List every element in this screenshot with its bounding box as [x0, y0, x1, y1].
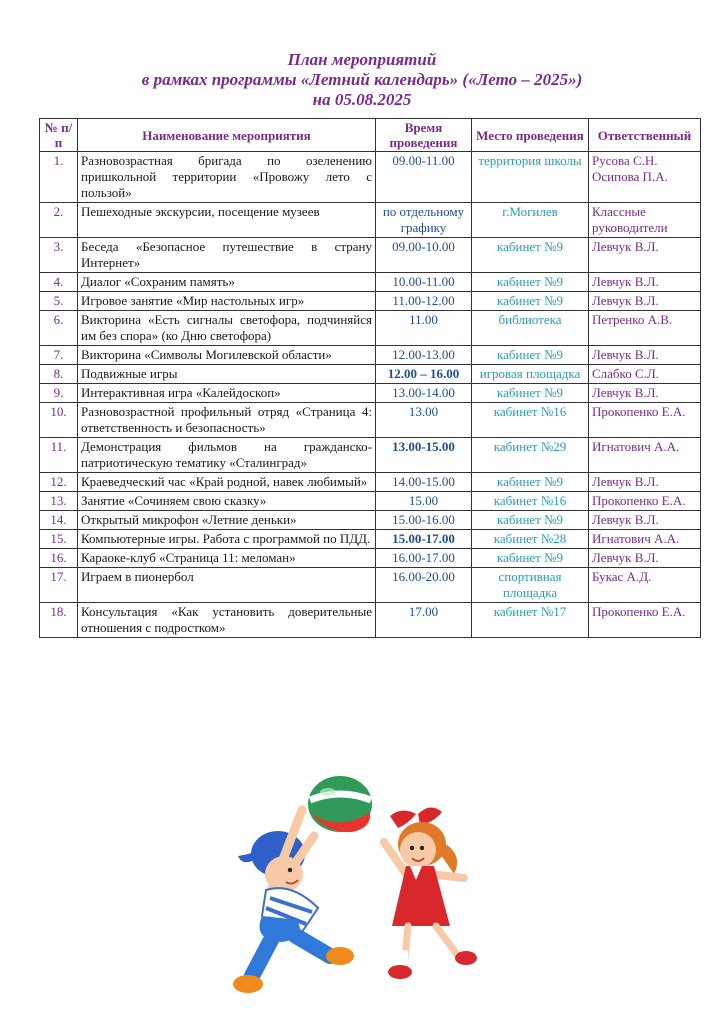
- table-row: [40, 568, 701, 603]
- table-row: [40, 530, 701, 549]
- row-resp: Левчук В.Л.: [589, 292, 701, 311]
- row-time: 11.00-12.00: [376, 292, 472, 311]
- row-time: 15.00: [376, 492, 472, 511]
- table-row: [40, 549, 701, 568]
- row-name: Демонстрация фильмов на гражданско-патриотическую тематику «Сталинград»: [78, 438, 376, 473]
- row-num: 3.: [40, 238, 78, 273]
- row-place: кабинет №9: [472, 384, 589, 403]
- header-num: № п/п: [40, 119, 78, 152]
- header-name: Наименование мероприятия: [78, 119, 376, 152]
- row-resp: Левчук В.Л.: [589, 346, 701, 365]
- row-time: 09.00-10.00: [376, 238, 472, 273]
- row-resp: Левчук В.Л.: [589, 549, 701, 568]
- row-resp: Букас А.Д.: [589, 568, 701, 603]
- row-num: 6.: [40, 311, 78, 346]
- row-place: кабинет №9: [472, 292, 589, 311]
- row-num: 12.: [40, 473, 78, 492]
- table-row: [40, 384, 701, 403]
- row-place: кабинет №29: [472, 438, 589, 473]
- header-place: Место проведения: [472, 119, 589, 152]
- row-time: 14.00-15.00: [376, 473, 472, 492]
- row-name: Интерактивная игра «Калейдоскоп»: [78, 384, 376, 403]
- row-place: территория школы: [472, 152, 589, 203]
- row-time: 12.00 – 16.00: [376, 365, 472, 384]
- children-playing-ball-icon: [232, 770, 492, 1010]
- row-place: кабинет №28: [472, 530, 589, 549]
- row-num: 7.: [40, 346, 78, 365]
- row-num: 1.: [40, 152, 78, 203]
- row-time: 10.00-11.00: [376, 273, 472, 292]
- table-row: [40, 473, 701, 492]
- row-time: 13.00-15.00: [376, 438, 472, 473]
- row-place: кабинет №16: [472, 403, 589, 438]
- row-name: Беседа «Безопасное путешествие в страну Интернет»: [78, 238, 376, 273]
- table-row: [40, 492, 701, 511]
- row-place: кабинет №9: [472, 238, 589, 273]
- row-name: Викторина «Символы Могилевской области»: [78, 346, 376, 365]
- document-title: [0, 50, 724, 110]
- events-table: [39, 118, 701, 638]
- row-num: 17.: [40, 568, 78, 603]
- row-num: 14.: [40, 511, 78, 530]
- row-num: 11.: [40, 438, 78, 473]
- row-place: игровая площадка: [472, 365, 589, 384]
- header-time: Время проведения: [376, 119, 472, 152]
- row-resp: Игнатович А.А.: [589, 438, 701, 473]
- row-num: 5.: [40, 292, 78, 311]
- row-num: 15.: [40, 530, 78, 549]
- row-resp: Левчук В.Л.: [589, 238, 701, 273]
- row-name: Пешеходные экскурсии, посещение музеев: [78, 203, 376, 238]
- table-row: [40, 273, 701, 292]
- row-name: Открытый микрофон «Летние деньки»: [78, 511, 376, 530]
- table-header-row: [40, 119, 701, 152]
- row-name: Разновозрастная бригада по озеленению пришкольной территории «Провожу лето с пользой»: [78, 152, 376, 203]
- row-name: Разновозрастной профильный отряд «Страница 4: ответственность и безопасность»: [78, 403, 376, 438]
- row-resp: Прокопенко Е.А.: [589, 603, 701, 638]
- table-row: [40, 403, 701, 438]
- row-time: по отдельному графику: [376, 203, 472, 238]
- row-time: 12.00-13.00: [376, 346, 472, 365]
- ball: [308, 776, 372, 832]
- row-place: библиотека: [472, 311, 589, 346]
- row-name: Играем в пионербол: [78, 568, 376, 603]
- table-row: [40, 438, 701, 473]
- row-num: 13.: [40, 492, 78, 511]
- row-num: 2.: [40, 203, 78, 238]
- row-resp: Русова С.Н. Осипова П.А.: [589, 152, 701, 203]
- row-name: Подвижные игры: [78, 365, 376, 384]
- row-resp: Левчук В.Л.: [589, 384, 701, 403]
- title-line-3: на 05.08.2025: [312, 90, 412, 109]
- row-num: 10.: [40, 403, 78, 438]
- row-name: Игровое занятие «Мир настольных игр»: [78, 292, 376, 311]
- row-time: 15.00-16.00: [376, 511, 472, 530]
- row-resp: Прокопенко Е.А.: [589, 403, 701, 438]
- row-name: Занятие «Сочиняем свою сказку»: [78, 492, 376, 511]
- row-place: г.Могилев: [472, 203, 589, 238]
- table-row: [40, 346, 701, 365]
- row-place: спортивная площадка: [472, 568, 589, 603]
- row-time: 13.00: [376, 403, 472, 438]
- row-time: 11.00: [376, 311, 472, 346]
- row-num: 4.: [40, 273, 78, 292]
- boy-figure: [233, 810, 354, 993]
- row-place: кабинет №17: [472, 603, 589, 638]
- row-time: 15.00-17.00: [376, 530, 472, 549]
- row-name: Краеведческий час «Край родной, навек любимый»: [78, 473, 376, 492]
- row-place: кабинет №9: [472, 346, 589, 365]
- row-name: Караоке-клуб «Страница 11: меломан»: [78, 549, 376, 568]
- table-row: [40, 511, 701, 530]
- table-row: [40, 152, 701, 203]
- row-resp: Левчук В.Л.: [589, 473, 701, 492]
- row-place: кабинет №16: [472, 492, 589, 511]
- row-num: 16.: [40, 549, 78, 568]
- row-num: 9.: [40, 384, 78, 403]
- table-row: [40, 238, 701, 273]
- girl-figure: [384, 807, 477, 979]
- table-row: [40, 203, 701, 238]
- table-row: [40, 603, 701, 638]
- row-time: 16.00-20.00: [376, 568, 472, 603]
- row-name: Диалог «Сохраним память»: [78, 273, 376, 292]
- row-num: 8.: [40, 365, 78, 384]
- row-time: 17.00: [376, 603, 472, 638]
- table-row: [40, 311, 701, 346]
- row-time: 09.00-11.00: [376, 152, 472, 203]
- row-name: Компьютерные игры. Работа с программой по ПДД.: [78, 530, 376, 549]
- row-resp: Игнатович А.А.: [589, 530, 701, 549]
- row-place: кабинет №9: [472, 273, 589, 292]
- row-resp: Классные руководители: [589, 203, 701, 238]
- title-line-1: План мероприятий: [287, 50, 437, 69]
- row-time: 13.00-14.00: [376, 384, 472, 403]
- row-resp: Слабко С.Л.: [589, 365, 701, 384]
- table-row: [40, 365, 701, 384]
- header-resp: Ответственный: [589, 119, 701, 152]
- row-resp: Прокопенко Е.А.: [589, 492, 701, 511]
- row-resp: Левчук В.Л.: [589, 511, 701, 530]
- row-time: 16.00-17.00: [376, 549, 472, 568]
- row-place: кабинет №9: [472, 473, 589, 492]
- row-resp: Петренко А.В.: [589, 311, 701, 346]
- row-name: Консультация «Как установить доверительные отношения с подростком»: [78, 603, 376, 638]
- row-place: кабинет №9: [472, 511, 589, 530]
- row-name: Викторина «Есть сигналы светофора, подчиняйся им без спора» (ко Дню светофора): [78, 311, 376, 346]
- title-line-2: в рамках программы «Летний календарь» («Лето – 2025»): [141, 70, 583, 89]
- row-place: кабинет №9: [472, 549, 589, 568]
- row-resp: Левчук В.Л.: [589, 273, 701, 292]
- table-row: [40, 292, 701, 311]
- row-num: 18.: [40, 603, 78, 638]
